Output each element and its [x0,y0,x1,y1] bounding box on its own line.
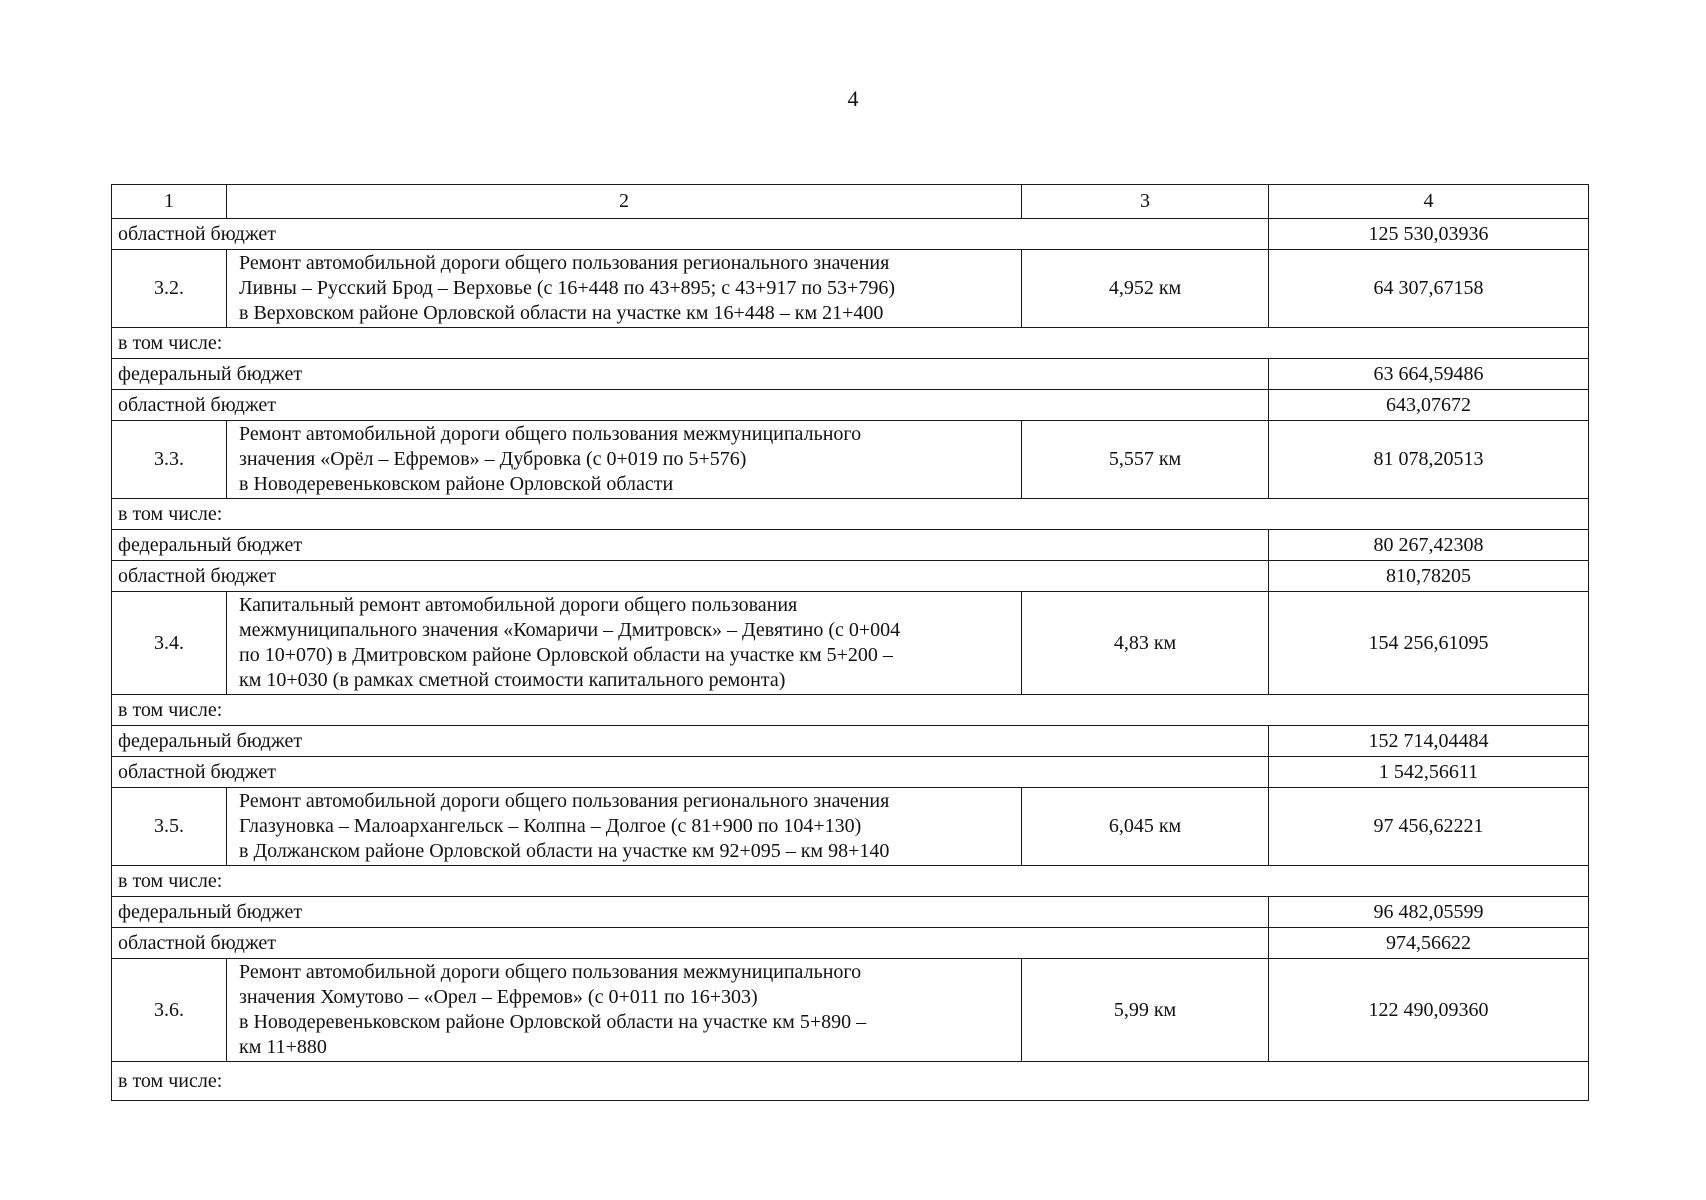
item-row [112,250,1589,328]
column-header: 1 [112,185,227,219]
desc-line: в Новодеревеньковском районе Орловской области на участке км 5+890 – [239,1011,867,1033]
including-label: в том числе: [112,695,1589,726]
page-number: 4 [847,86,859,111]
column-header: 4 [1269,185,1589,219]
desc-line: Капитальный ремонт автомобильной дороги общего пользования [239,594,798,616]
regional-budget-label: областной бюджет [112,757,1269,788]
including-label: в том числе: [112,1062,1589,1101]
federal-budget-value: 63 664,59486 [1269,359,1589,390]
item-row [112,788,1589,866]
federal-budget-value: 152 714,04484 [1269,726,1589,757]
federal-budget-label: федеральный бюджет [112,359,1269,390]
item-length: 4,952 км [1022,250,1269,328]
desc-line: в Верховском районе Орловской области на участке км 16+448 – км 21+400 [239,302,884,324]
desc-line: Глазуновка – Малоархангельск – Колпна – Долгое (с 81+900 по 104+130) [239,815,862,837]
item-description [227,250,1022,328]
including-row [112,695,1589,726]
including-label: в том числе: [112,499,1589,530]
desc-line: Ремонт автомобильной дороги общего пользования межмуниципального [239,961,862,983]
desc-line: Ливны – Русский Брод – Верховье (с 16+448 по 43+895; с 43+917 по 53+796) [239,277,895,299]
including-row [112,328,1589,359]
including-label: в том числе: [112,328,1589,359]
item-number: 3.2. [112,250,227,328]
federal-budget-row [112,726,1589,757]
desc-line: км 10+030 (в рамках сметной стоимости капитального ремонта) [239,669,786,691]
including-row [112,1062,1589,1101]
federal-budget-label: федеральный бюджет [112,530,1269,561]
desc-line: значения «Орёл – Ефремов» – Дубровка (с 0+019 по 5+576) [239,448,747,470]
including-label: в том числе: [112,866,1589,897]
regional-budget-row [112,757,1589,788]
regional-budget-label: областной бюджет [112,561,1269,592]
federal-budget-value: 96 482,05599 [1269,897,1589,928]
item-row [112,421,1589,499]
regional-budget-value: 643,07672 [1269,390,1589,421]
federal-budget-row [112,359,1589,390]
federal-budget-label: федеральный бюджет [112,726,1269,757]
item-number: 3.6. [112,959,227,1062]
desc-line: значения Хомутово – «Орел – Ефремов» (с 0+011 по 16+303) [239,986,758,1008]
federal-budget-value: 80 267,42308 [1269,530,1589,561]
item-description [227,421,1022,499]
federal-budget-label: федеральный бюджет [112,897,1269,928]
item-cost: 154 256,61095 [1269,592,1589,695]
item-length: 4,83 км [1022,592,1269,695]
regional-budget-row [112,219,1589,250]
regional-budget-value: 974,56622 [1269,928,1589,959]
column-header: 2 [227,185,1022,219]
item-description [227,959,1022,1062]
item-length: 5,99 км [1022,959,1269,1062]
table-header-row [112,185,1589,219]
desc-line: в Должанском районе Орловской области на участке км 92+095 – км 98+140 [239,840,890,862]
budget-table [111,184,1589,1101]
regional-budget-value: 810,78205 [1269,561,1589,592]
item-length: 6,045 км [1022,788,1269,866]
item-description [227,592,1022,695]
item-length: 5,557 км [1022,421,1269,499]
regional-budget-label: областной бюджет [112,219,1269,250]
regional-budget-value: 1 542,56611 [1269,757,1589,788]
item-cost: 64 307,67158 [1269,250,1589,328]
item-description [227,788,1022,866]
item-row [112,592,1589,695]
item-cost: 122 490,09360 [1269,959,1589,1062]
column-header: 3 [1022,185,1269,219]
desc-line: по 10+070) в Дмитровском районе Орловской области на участке км 5+200 – [239,644,893,666]
item-row [112,959,1589,1062]
regional-budget-label: областной бюджет [112,390,1269,421]
desc-line: Ремонт автомобильной дороги общего пользования регионального значения [239,252,890,274]
regional-budget-value: 125 530,03936 [1269,219,1589,250]
desc-line: Ремонт автомобильной дороги общего пользования регионального значения [239,790,890,812]
including-row [112,866,1589,897]
regional-budget-row [112,928,1589,959]
item-number: 3.5. [112,788,227,866]
regional-budget-row [112,390,1589,421]
desc-line: межмуниципального значения «Комаричи – Дмитровск» – Девятино (с 0+004 [239,619,901,641]
desc-line: в Новодеревеньковском районе Орловской области [239,473,674,495]
federal-budget-row [112,897,1589,928]
regional-budget-row [112,561,1589,592]
item-number: 3.4. [112,592,227,695]
desc-line: км 11+880 [239,1036,327,1058]
including-row [112,499,1589,530]
item-cost: 81 078,20513 [1269,421,1589,499]
desc-line: Ремонт автомобильной дороги общего пользования межмуниципального [239,423,862,445]
federal-budget-row [112,530,1589,561]
item-number: 3.3. [112,421,227,499]
regional-budget-label: областной бюджет [112,928,1269,959]
item-cost: 97 456,62221 [1269,788,1589,866]
